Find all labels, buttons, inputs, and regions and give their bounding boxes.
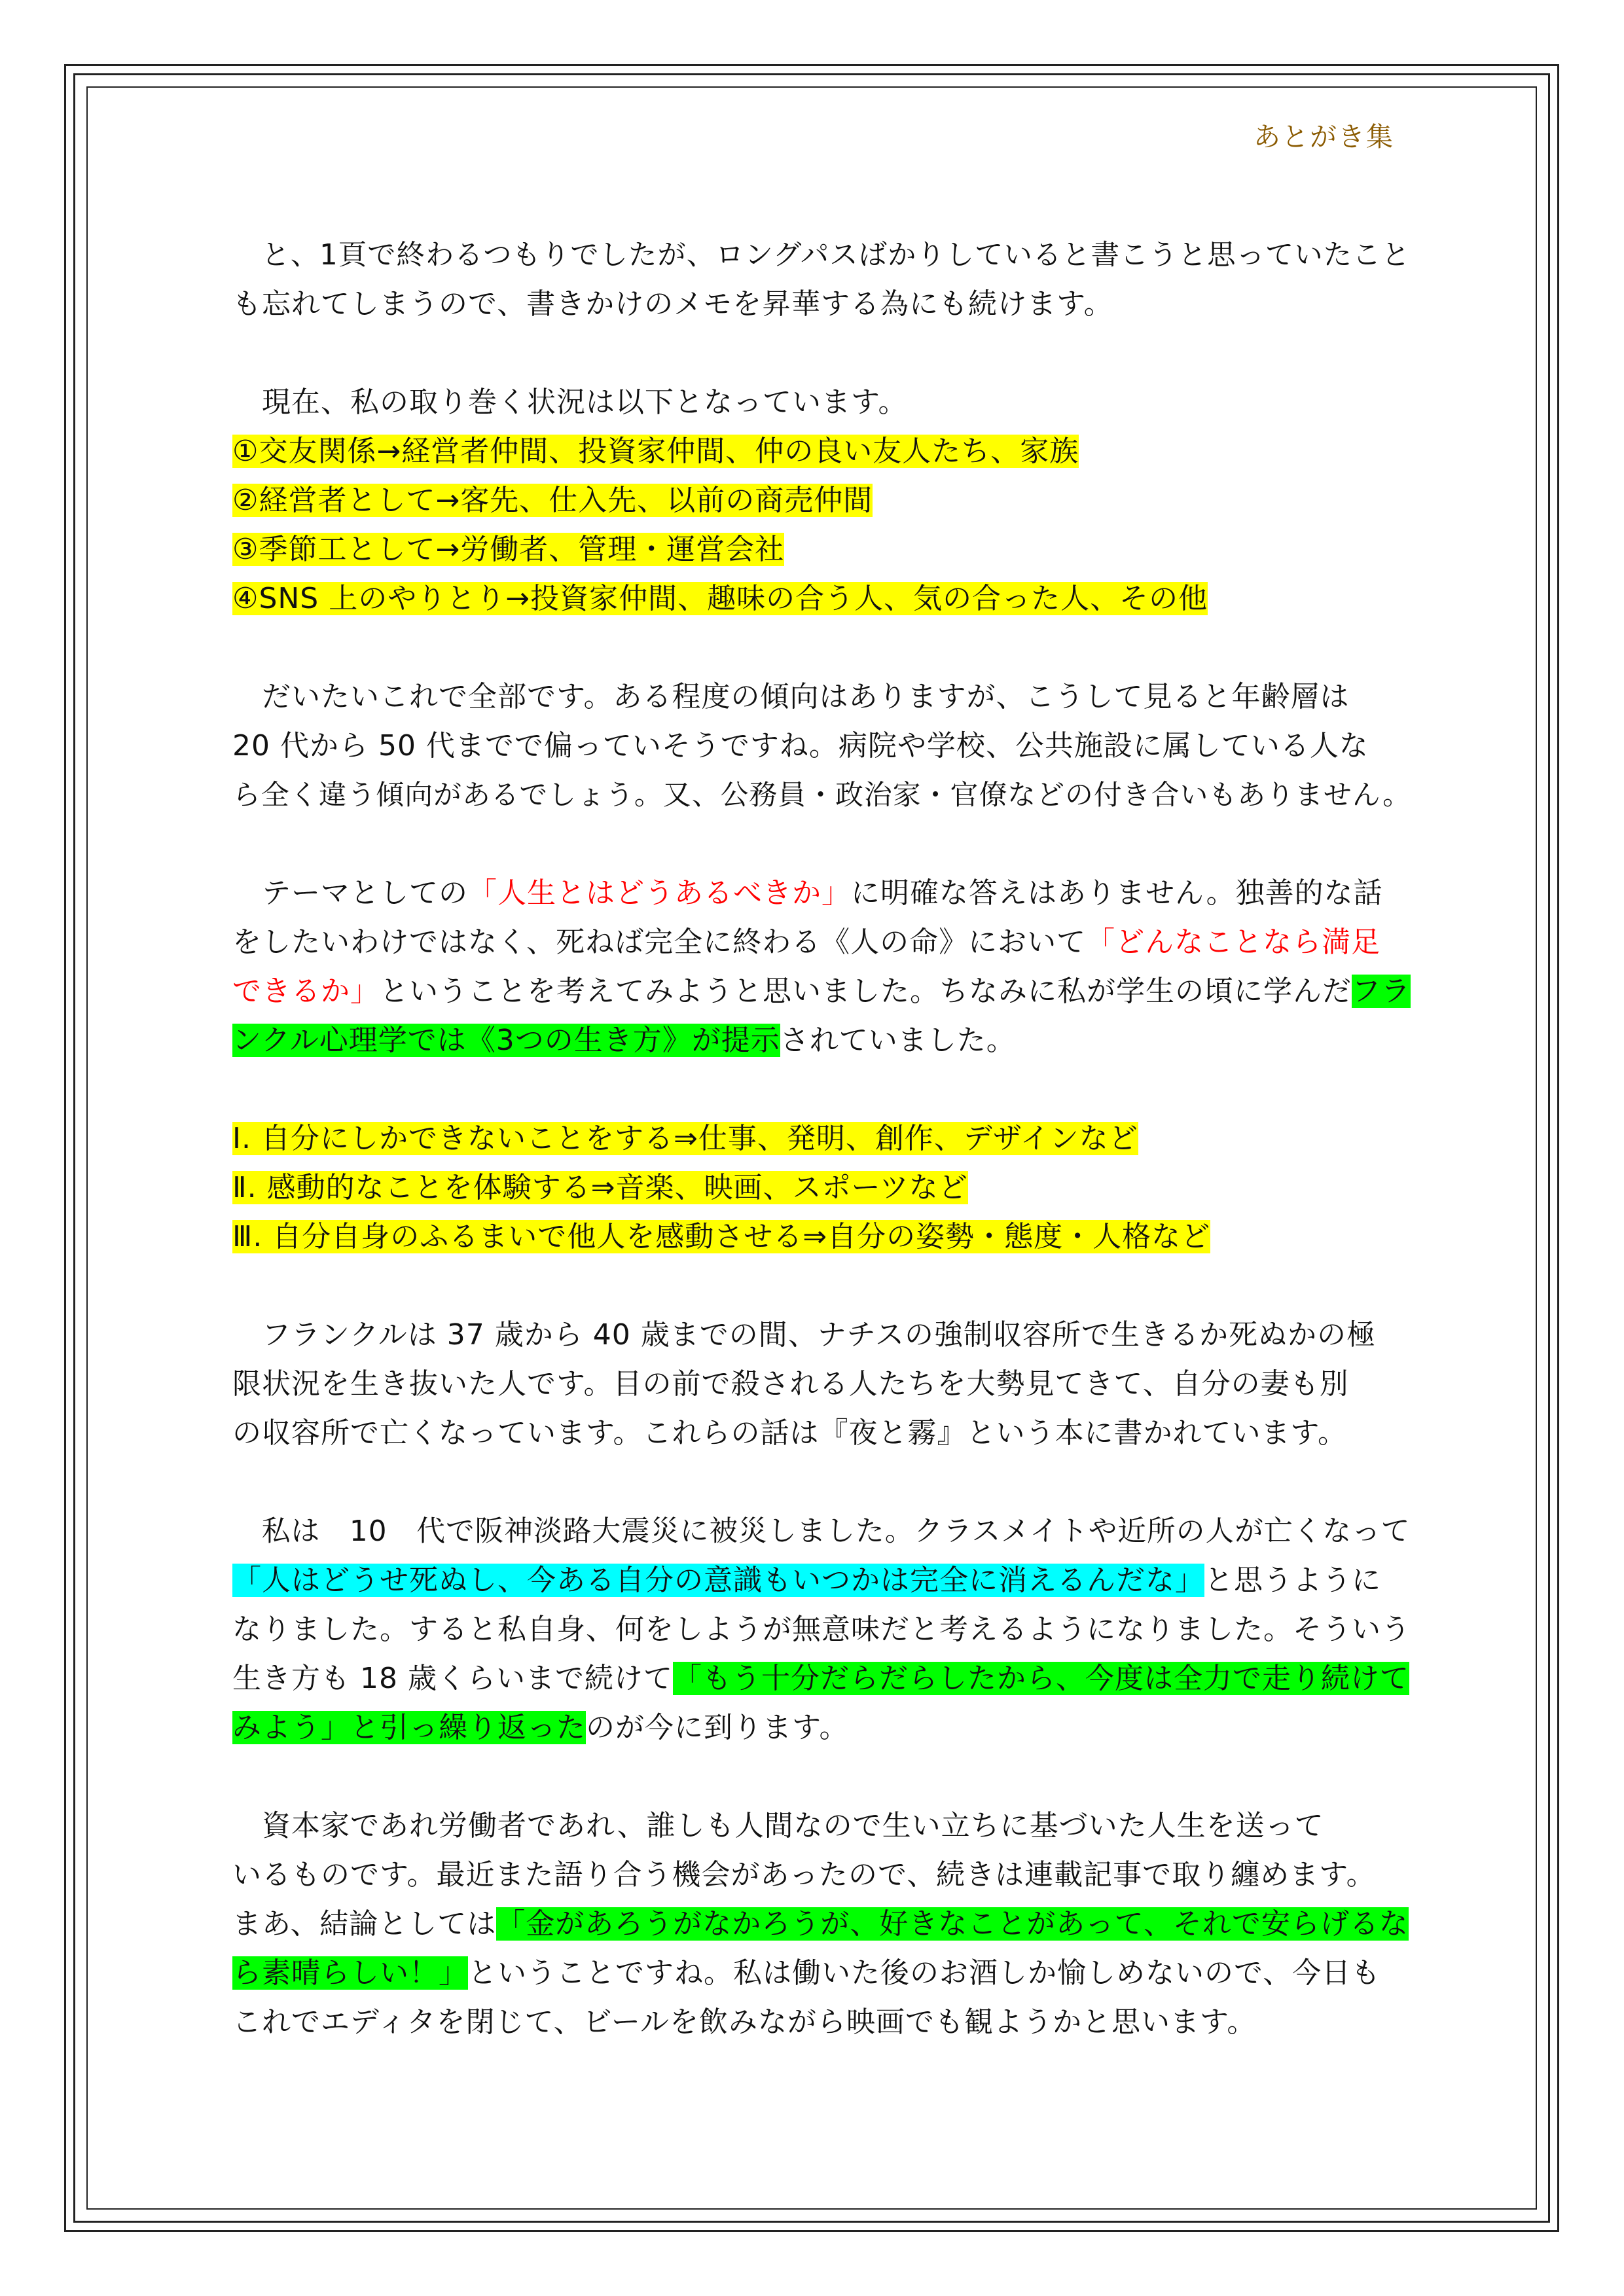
text-line — [232, 1610, 1411, 1649]
highlighted-text: ら素晴らしい！」 — [232, 1956, 468, 1990]
text-segment: 資本家であれ労働者であれ、誰しも人間なので生い立ちに基づいた人生を送って — [232, 1809, 1324, 1842]
highlighted-text: Ⅱ. 感動的なことを体験する⇒音楽、映画、スポーツなど — [232, 1171, 968, 1204]
highlighted-text: Ⅰ. 自分にしかできないことをする⇒仕事、発明、創作、デザインなど — [232, 1122, 1138, 1155]
highlighted-text: ①交友関係→経営者仲間、投資家仲間、仲の良い友人たち、家族 — [232, 435, 1079, 468]
highlighted-text: 「金があろうがなかろうが、好きなことがあって、それで安らげるな — [496, 1907, 1409, 1941]
text-segment: 現在、私の取り巻く状況は以下となっています。 — [232, 386, 908, 419]
text-line — [232, 874, 1383, 913]
highlighted-text: みよう」と引っ繰り返った — [232, 1711, 586, 1744]
highlighted-text: ンクル心理学では《3つの生き方》が提示 — [232, 1024, 780, 1057]
text-line — [232, 530, 784, 569]
text-line — [232, 1954, 1380, 1993]
text-segment: されていました。 — [780, 1024, 1016, 1057]
highlighted-text: ②経営者として→客先、仕入先、以前の商売仲間 — [232, 484, 873, 517]
text-line — [232, 236, 1411, 275]
text-segment: の収容所で亡くなっています。これらの話は『夜と霧』という本に書かれています。 — [232, 1416, 1347, 1450]
text-line — [232, 1021, 1016, 1060]
emphasis-text: 「人生とはどうあるべきか」 — [468, 876, 851, 910]
text-line — [232, 726, 1369, 766]
text-segment: なりました。すると私自身、何をしようが無意味だと考えるようになりました。そういう — [232, 1613, 1411, 1646]
text-segment: のが今に到ります。 — [586, 1711, 849, 1744]
text-line — [232, 1561, 1381, 1600]
text-line — [232, 1512, 1410, 1551]
page-header-title: あとがき集 — [1254, 121, 1394, 152]
text-segment: をしたいわけではなく、死ねば完全に終わる《人の命》において — [232, 925, 1087, 959]
highlighted-text: 「人はどうせ死ぬし、今ある自分の意識もいつかは完全に消えるんだな」 — [232, 1564, 1204, 1597]
highlighted-text: Ⅲ. 自分自身のふるまいで他人を感動させる⇒自分の姿勢・態度・人格など — [232, 1220, 1211, 1253]
text-line — [232, 579, 1208, 619]
text-segment: 生き方も 18 歳くらいまで続けて — [232, 1662, 673, 1695]
text-line — [232, 1365, 1349, 1404]
highlighted-text: フラ — [1352, 975, 1411, 1008]
text-segment: に明確な答えはありません。独善的な話 — [851, 876, 1383, 910]
text-line — [232, 1168, 968, 1208]
text-segment: フランクルは 37 歳から 40 歳までの間、ナチスの強制収容所で生きるか死ぬかの極 — [232, 1318, 1376, 1352]
text-line — [232, 972, 1411, 1011]
text-line — [232, 383, 907, 422]
text-segment: 私は 10 代で阪神淡路大震災に被災しました。クラスメイトや近所の人が亡くなって — [232, 1515, 1411, 1548]
highlighted-text: ④SNS 上のやりとり→投資家仲間、趣味の合う人、気の合った人、その他 — [232, 582, 1208, 615]
emphasis-text: 「どんなことなら満足 — [1086, 925, 1381, 959]
text-line — [232, 677, 1349, 717]
text-line — [232, 2003, 1256, 2042]
text-line — [232, 923, 1380, 962]
text-segment: だいたいこれで全部です。ある程度の傾向はありますが、こうして見ると年齢層は — [232, 680, 1350, 713]
text-line — [232, 1856, 1376, 1895]
text-segment: と、1頁で終わるつもりでしたが、ロングパスばかりしていると書こうと思っていたこと — [232, 239, 1411, 272]
text-segment: テーマとしての — [232, 876, 468, 910]
text-line — [232, 1217, 1210, 1257]
text-line — [232, 1708, 848, 1748]
text-line — [232, 1316, 1376, 1355]
text-segment: まあ、結論としては — [232, 1907, 497, 1941]
text-segment: も忘れてしまうので、書きかけのメモを昇華する為にも続けます。 — [232, 287, 1113, 321]
text-segment: 限状況を生き抜いた人です。目の前で殺される人たちを大勢見てきて、自分の妻も別 — [232, 1367, 1349, 1401]
text-segment: ということですね。私は働いた後のお酒しか愉しめないので、今日も — [468, 1956, 1381, 1990]
text-line — [232, 1806, 1324, 1846]
highlighted-text: ③季節工として→労働者、管理・運営会社 — [232, 533, 785, 566]
text-segment: ということを考えてみようと思いました。ちなみに私が学生の頃に学んだ — [380, 975, 1352, 1008]
text-line — [232, 285, 1113, 324]
text-line — [232, 776, 1411, 815]
highlighted-text: 「もう十分だらだらしたから、今度は全力で走り続けて — [672, 1662, 1409, 1695]
text-line — [232, 481, 873, 520]
text-segment: 20 代から 50 代までで偏っていそうですね。病院や学校、公共施設に属している人な — [232, 729, 1369, 762]
text-line — [232, 1905, 1409, 1944]
text-segment: いるものです。最近また語り合う機会があったので、続きは連載記事で取り纏めます。 — [232, 1858, 1376, 1892]
text-line — [232, 1659, 1409, 1698]
text-segment: ら全く違う傾向があるでしょう。又、公務員・政治家・官僚などの付き合いもありません。 — [232, 779, 1412, 812]
emphasis-text: できるか」 — [232, 975, 380, 1008]
text-line — [232, 432, 1079, 471]
text-segment: と思うように — [1204, 1564, 1381, 1597]
text-segment: これでエディタを閉じて、ビールを飲みながら映画でも観ようかと思います。 — [232, 2005, 1257, 2039]
text-line — [232, 1414, 1347, 1453]
text-line — [232, 1119, 1138, 1158]
